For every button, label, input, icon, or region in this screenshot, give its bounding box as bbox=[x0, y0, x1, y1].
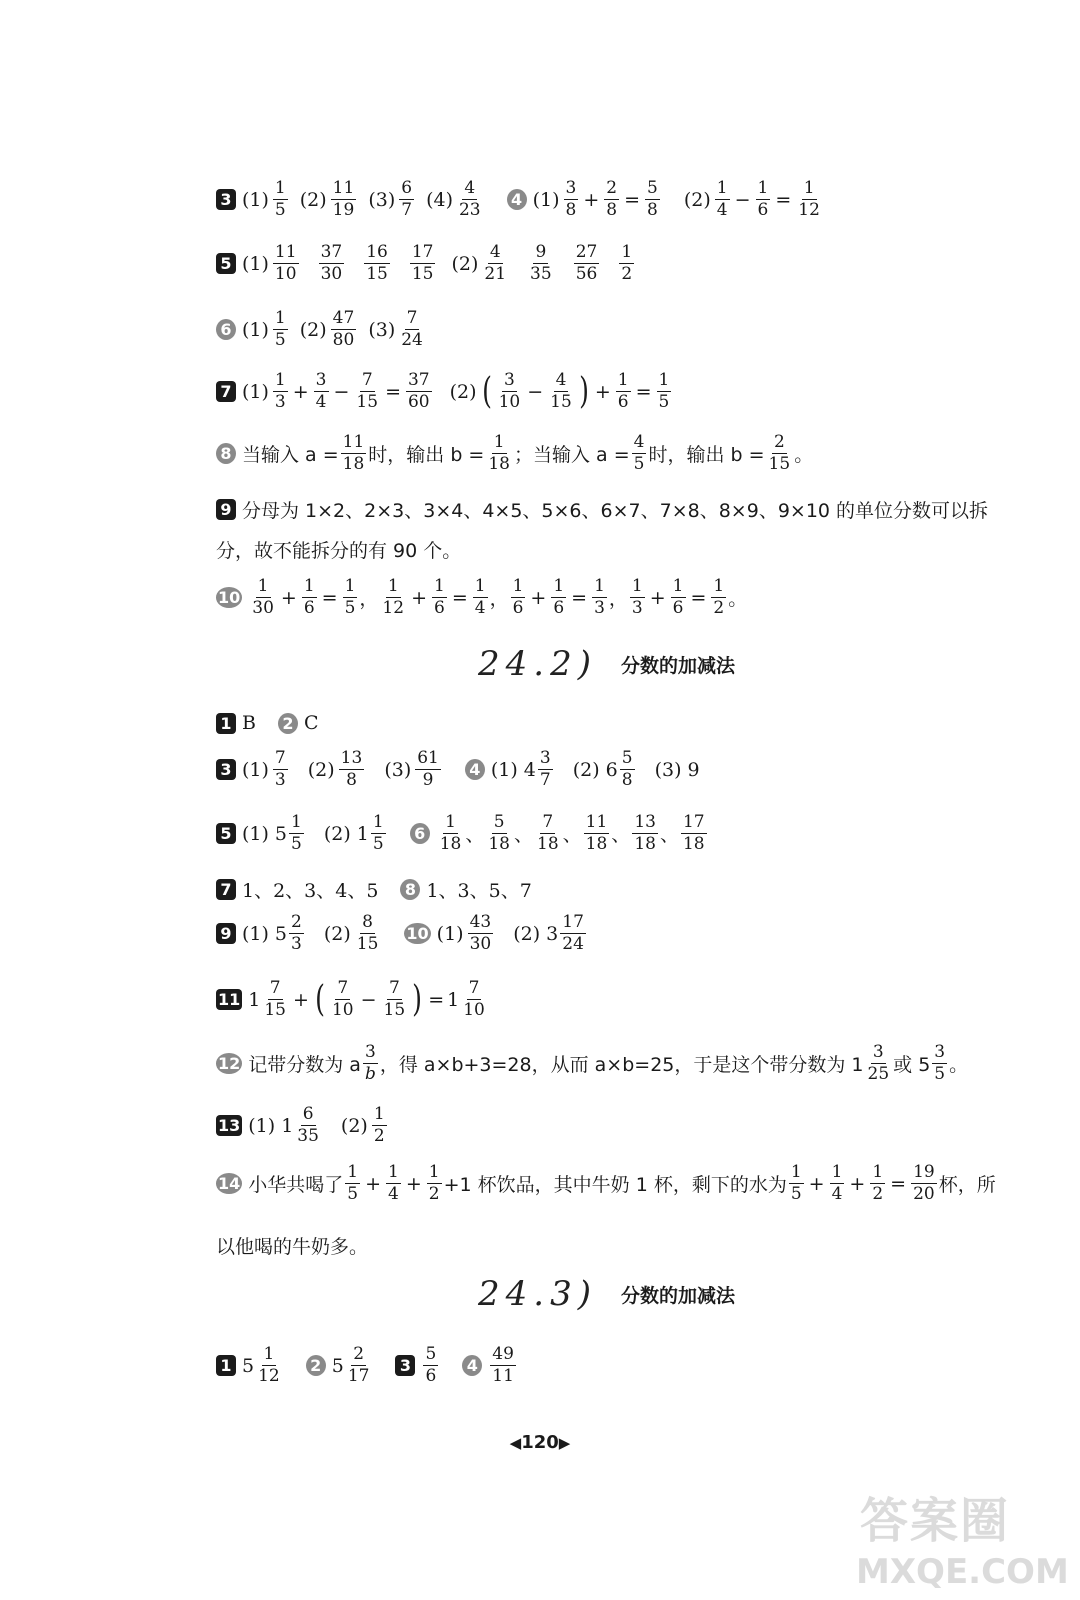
answer-text: ；当输入 a = bbox=[514, 444, 630, 466]
answer-text: 。 bbox=[794, 444, 814, 466]
minus-sign: − bbox=[527, 380, 544, 403]
fraction: $\frac{1}{5}$ bbox=[658, 370, 670, 412]
sub-label: (2) bbox=[323, 822, 351, 845]
right-paren: ) bbox=[578, 370, 589, 412]
answer-text: 1、3、5、7 bbox=[426, 880, 532, 902]
fraction: $\frac{7}{10}$ bbox=[331, 978, 354, 1020]
answer-text: C bbox=[303, 712, 319, 734]
fraction: $\frac{5}{8}$ bbox=[621, 748, 633, 790]
question-badge: 4 bbox=[462, 1355, 482, 1376]
fraction: $\frac{7}{24}$ bbox=[401, 308, 423, 350]
fraction: $\frac{5}{8}$ bbox=[647, 178, 658, 220]
fraction: $\frac{1}{6}$ bbox=[672, 576, 684, 618]
fraction: $\frac{1}{3}$ bbox=[594, 576, 605, 618]
question-badge: 9 bbox=[216, 499, 236, 520]
fraction: $\frac{1}{2}$ bbox=[428, 1162, 440, 1204]
sub-label: (1) bbox=[436, 922, 464, 945]
fraction: $\frac{37}{60}$ bbox=[407, 370, 430, 412]
fraction: $\frac{7}{3}$ bbox=[274, 748, 286, 790]
plus-sign: + bbox=[280, 586, 297, 609]
question-badge: 3 bbox=[395, 1355, 415, 1376]
sub-label: (1) bbox=[248, 1114, 276, 1137]
handwritten-section-number: 24.3) bbox=[478, 1274, 597, 1314]
answer-row-9 bbox=[216, 496, 1080, 523]
fraction: $\frac{2}{8}$ bbox=[606, 178, 618, 220]
sub-label: (2) bbox=[299, 318, 327, 341]
sub-label: (2) bbox=[299, 188, 327, 211]
fraction: $\frac{1}{6}$ bbox=[433, 576, 445, 618]
fraction: $\frac{11}{18}$ bbox=[342, 432, 365, 474]
sub-label: (2) bbox=[451, 252, 479, 275]
sub-label: (2) bbox=[513, 922, 541, 945]
fraction: $\frac{1}{18}$ bbox=[488, 432, 510, 474]
answer-text: 杯，所 bbox=[938, 1174, 996, 1196]
left-paren: ( bbox=[481, 370, 492, 412]
fraction: $\frac{1}{4}$ bbox=[831, 1162, 843, 1204]
answer-row-1-2 bbox=[216, 712, 1080, 734]
fraction: $\frac{2}{3}$ bbox=[291, 912, 302, 954]
answer-row-14-cont bbox=[216, 1232, 1080, 1259]
comma: ， bbox=[359, 588, 379, 610]
answer-row-7 bbox=[216, 372, 1080, 411]
fraction: $\frac{11}{18}$ bbox=[585, 812, 608, 854]
equals-sign: = bbox=[624, 188, 641, 211]
watermark-cn: 答案圈 bbox=[860, 1493, 1011, 1549]
fraction: $\frac{3}{5}$ bbox=[934, 1042, 946, 1084]
fraction: $\frac{1}{12}$ bbox=[798, 178, 820, 220]
plus-sign: + bbox=[365, 1172, 382, 1195]
fraction: $\frac{17}{18}$ bbox=[682, 812, 705, 854]
section-title: 分数的加减法 bbox=[620, 1284, 735, 1307]
question-badge: 6 bbox=[410, 823, 430, 844]
answer-text: B bbox=[242, 712, 256, 734]
fraction: $\frac{1}{3}$ bbox=[274, 370, 286, 412]
fraction: $\frac{1}{5}$ bbox=[291, 812, 302, 854]
question-badge: 6 bbox=[216, 319, 236, 340]
period: 。 bbox=[728, 588, 748, 610]
fraction: $\frac{1}{6}$ bbox=[617, 370, 629, 412]
answer-text: 记带分数为 a bbox=[248, 1054, 361, 1076]
answer-row-3-4 bbox=[216, 750, 1080, 789]
answer-text: 以他喝的牛奶多。 bbox=[216, 1236, 369, 1258]
answer-row-9-cont bbox=[216, 536, 1080, 563]
fraction: $\frac{7}{18}$ bbox=[537, 812, 559, 854]
whole-number: 5 bbox=[274, 822, 288, 845]
fraction: $\frac{2}{15}$ bbox=[768, 432, 791, 474]
separator: 、 bbox=[659, 824, 679, 846]
plus-sign: + bbox=[849, 1172, 866, 1195]
answer-row-13 bbox=[216, 1106, 1080, 1145]
fraction: $\frac{1}{6}$ bbox=[512, 576, 524, 618]
equals-sign: = bbox=[451, 586, 468, 609]
question-badge: 13 bbox=[218, 1116, 241, 1135]
fraction: $\frac{16}{15}$ bbox=[366, 242, 388, 284]
minus-sign: − bbox=[333, 380, 350, 403]
answer-value: 9 bbox=[687, 758, 700, 781]
question-badge: 14 bbox=[218, 1174, 241, 1193]
fraction: $\frac{1}{5}$ bbox=[274, 178, 286, 220]
section-heading bbox=[478, 1274, 1080, 1314]
fraction: $\frac{3}{4}$ bbox=[315, 370, 327, 412]
page-number-text: 120 bbox=[521, 1432, 559, 1453]
fraction: $\frac{6}{7}$ bbox=[401, 178, 413, 220]
fraction: $\frac{1}{4}$ bbox=[388, 1162, 399, 1204]
page-number bbox=[0, 1432, 1080, 1453]
equals-sign: = bbox=[635, 380, 652, 403]
equals-sign: = bbox=[385, 380, 401, 403]
fraction: $\frac{11}{10}$ bbox=[274, 242, 297, 284]
fraction: $\frac{27}{56}$ bbox=[575, 242, 598, 284]
fraction: $\frac{3}{25}$ bbox=[867, 1042, 890, 1084]
fraction: $\frac{47}{80}$ bbox=[332, 308, 355, 350]
question-badge: 7 bbox=[216, 879, 236, 900]
sub-label: (3) bbox=[384, 758, 412, 781]
sub-label: (4) bbox=[426, 188, 453, 211]
equals-sign: = bbox=[571, 586, 588, 609]
fraction: $\frac{1}{5}$ bbox=[347, 1162, 359, 1204]
plus-sign: + bbox=[411, 586, 427, 609]
fraction: $\frac{61}{9}$ bbox=[417, 748, 439, 790]
right-triangle-icon: ▶ bbox=[558, 1433, 571, 1452]
whole-number: 4 bbox=[523, 758, 536, 781]
whole-number: 1 bbox=[356, 822, 369, 845]
question-badge: 2 bbox=[306, 1355, 326, 1376]
fraction: $\frac{19}{20}$ bbox=[913, 1162, 935, 1204]
question-badge: 5 bbox=[216, 823, 236, 844]
answer-row-6 bbox=[216, 310, 1080, 349]
answer-row-7-8 bbox=[216, 876, 1080, 903]
handwritten-section-number: 24.2) bbox=[478, 644, 597, 684]
fraction: $\frac{7}{10}$ bbox=[463, 978, 485, 1020]
fraction: $\frac{11}{19}$ bbox=[332, 178, 355, 220]
plus-sign: + bbox=[292, 380, 309, 403]
answer-row-12 bbox=[216, 1044, 1080, 1083]
answer-row-3-4 bbox=[216, 180, 1080, 219]
plus-sign: + bbox=[649, 586, 666, 609]
fraction: $\frac{1}{5}$ bbox=[344, 576, 356, 618]
sub-label: (1) bbox=[242, 922, 269, 945]
watermark bbox=[850, 1482, 1070, 1592]
answer-text: 或 5 bbox=[893, 1054, 931, 1076]
equals-sign: = bbox=[775, 188, 792, 211]
answer-text: 小华共喝了 bbox=[248, 1174, 344, 1196]
question-badge: 3 bbox=[216, 759, 236, 780]
equals-sign: = bbox=[690, 586, 707, 609]
answer-text: +1 杯饮品，其中牛奶 1 杯，剩下的水为 bbox=[443, 1174, 787, 1196]
right-paren: ) bbox=[412, 978, 423, 1020]
answer-text: 时，输出 b = bbox=[648, 444, 765, 466]
sub-label: (2) bbox=[683, 188, 711, 211]
fraction: $\frac{4}{23}$ bbox=[458, 178, 481, 220]
separator: 、 bbox=[562, 824, 582, 846]
fraction: $\frac{17}{24}$ bbox=[562, 912, 584, 954]
answer-row-9-10 bbox=[216, 914, 1080, 953]
fraction: $\frac{1}{2}$ bbox=[373, 1104, 385, 1146]
comma: ， bbox=[608, 588, 628, 610]
answer-text: 。 bbox=[949, 1054, 969, 1076]
question-badge: 5 bbox=[216, 253, 236, 274]
comma: ， bbox=[489, 588, 509, 610]
fraction: $\frac{9}{35}$ bbox=[530, 242, 552, 284]
sub-label: (2) bbox=[307, 758, 335, 781]
answer-row-8 bbox=[216, 434, 1080, 473]
plus-sign: + bbox=[293, 988, 309, 1011]
fraction: $\frac{6}{35}$ bbox=[297, 1104, 319, 1146]
fraction: $\frac{1}{6}$ bbox=[553, 576, 565, 618]
answer-text: 分，故不能拆分的有 90 个。 bbox=[216, 540, 462, 562]
fraction: $\frac{1}{12}$ bbox=[382, 576, 405, 618]
fraction: $\frac{43}{30}$ bbox=[469, 912, 492, 954]
sub-label: (2) bbox=[449, 380, 477, 403]
separator: 、 bbox=[611, 824, 631, 846]
question-badge: 2 bbox=[278, 713, 298, 734]
sub-label: (1) bbox=[242, 758, 269, 781]
fraction: $\frac{1}{4}$ bbox=[716, 178, 728, 220]
question-badge: 3 bbox=[216, 189, 236, 210]
fraction: $\frac{1}{6}$ bbox=[303, 576, 315, 618]
section-heading bbox=[478, 644, 1080, 684]
equals-sign: = bbox=[890, 1172, 907, 1195]
fraction: $\frac{37}{30}$ bbox=[320, 242, 343, 284]
plus-sign: + bbox=[594, 380, 611, 403]
fraction: $\frac{1}{2}$ bbox=[872, 1162, 884, 1204]
fraction: $\frac{1}{6}$ bbox=[757, 178, 769, 220]
fraction: $\frac{49}{11}$ bbox=[492, 1344, 514, 1386]
fraction: $\frac{1}{5}$ bbox=[372, 812, 384, 854]
watermark-en: MXQE.COM bbox=[856, 1552, 1069, 1592]
question-badge: 1 bbox=[216, 1355, 236, 1376]
equals-sign: = bbox=[428, 988, 445, 1011]
fraction: $\frac{2}{17}$ bbox=[347, 1344, 370, 1386]
sub-label: (3) bbox=[368, 318, 396, 341]
answer-row-5-6 bbox=[216, 814, 1080, 853]
sub-label: (1) bbox=[242, 188, 269, 211]
whole-number: 1 bbox=[281, 1114, 294, 1137]
whole-number: 5 bbox=[274, 922, 288, 945]
fraction: $\frac{1}{4}$ bbox=[474, 576, 486, 618]
plus-sign: + bbox=[530, 586, 547, 609]
answer-text: 分母为 1×2、2×3、3×4、4×5、5×6、6×7、7×8、8×9、9×10 的单位分数可以拆 bbox=[242, 500, 989, 522]
fraction: $\frac{1}{3}$ bbox=[631, 576, 643, 618]
sub-label: (1) bbox=[242, 252, 269, 275]
answer-row-1-4 bbox=[216, 1346, 1080, 1385]
fraction: $\frac{17}{15}$ bbox=[411, 242, 434, 284]
sub-label: (1) bbox=[242, 822, 269, 845]
minus-sign: − bbox=[360, 988, 377, 1011]
fraction: $\frac{3}{10}$ bbox=[498, 370, 521, 412]
answer-text: 当输入 a = bbox=[242, 444, 339, 466]
fraction: $\frac{4}{5}$ bbox=[633, 432, 645, 474]
separator: 、 bbox=[465, 824, 485, 846]
fraction: $\frac{7}{15}$ bbox=[264, 978, 286, 1020]
fraction: $\frac{4}{21}$ bbox=[484, 242, 507, 284]
fraction: $\frac{1}{2}$ bbox=[621, 242, 633, 284]
fraction: $\frac{5}{6}$ bbox=[425, 1344, 437, 1386]
fraction: $\frac{8}{15}$ bbox=[356, 912, 379, 954]
fraction: $\frac{7}{15}$ bbox=[356, 370, 379, 412]
answer-row-5 bbox=[216, 244, 1080, 283]
sub-label: (3) bbox=[368, 188, 396, 211]
sub-label: (2) bbox=[572, 758, 600, 781]
left-triangle-icon: ◀ bbox=[509, 1433, 522, 1452]
answer-text: 时，输出 b = bbox=[368, 444, 485, 466]
fraction: $\frac{1}{2}$ bbox=[713, 576, 725, 618]
fraction: $\frac{1}{5}$ bbox=[790, 1162, 802, 1204]
whole-number: 1 bbox=[447, 988, 460, 1011]
question-badge: 12 bbox=[218, 1054, 241, 1073]
section-title: 分数的加减法 bbox=[620, 654, 735, 677]
whole-number: 6 bbox=[605, 758, 618, 781]
whole-number: 1 bbox=[248, 988, 261, 1011]
whole-number: 5 bbox=[331, 1354, 344, 1377]
sub-label: (3) bbox=[654, 758, 682, 781]
answer-row-11 bbox=[216, 980, 1080, 1019]
minus-sign: − bbox=[734, 188, 751, 211]
fraction: $\frac{1}{5}$ bbox=[274, 308, 286, 350]
plus-sign: + bbox=[583, 188, 600, 211]
answer-text: ，得 a×b+3=28，从而 a×b=25，于是这个带分数为 1 bbox=[379, 1054, 864, 1076]
question-badge: 1 bbox=[216, 713, 236, 734]
sub-label: (1) bbox=[532, 188, 560, 211]
question-badge: 4 bbox=[465, 759, 485, 780]
answer-text: 1、2、3、4、5 bbox=[242, 880, 379, 902]
sub-label: (2) bbox=[340, 1114, 368, 1137]
fraction: $\frac{1}{12}$ bbox=[258, 1344, 280, 1386]
sub-label: (1) bbox=[490, 758, 518, 781]
fraction: $\frac{3}{b}$ bbox=[364, 1042, 376, 1084]
question-badge: 9 bbox=[216, 923, 236, 944]
question-badge: 10 bbox=[218, 588, 241, 607]
question-badge: 10 bbox=[406, 924, 429, 943]
fraction: $\frac{7}{15}$ bbox=[383, 978, 406, 1020]
sub-label: (2) bbox=[323, 922, 351, 945]
question-badge: 8 bbox=[400, 879, 420, 900]
fraction: $\frac{1}{18}$ bbox=[439, 812, 462, 854]
plus-sign: + bbox=[405, 1172, 422, 1195]
answer-row-10 bbox=[216, 578, 1080, 617]
question-badge: 4 bbox=[507, 189, 527, 210]
plus-sign: + bbox=[808, 1172, 825, 1195]
equals-sign: = bbox=[321, 586, 338, 609]
fraction: $\frac{5}{18}$ bbox=[488, 812, 510, 854]
fraction: $\frac{3}{8}$ bbox=[565, 178, 577, 220]
question-badge: 11 bbox=[218, 990, 241, 1009]
question-badge: 8 bbox=[216, 443, 236, 464]
sub-label: (1) bbox=[242, 318, 269, 341]
left-paren: ( bbox=[315, 978, 325, 1020]
separator: 、 bbox=[513, 824, 533, 846]
question-badge: 7 bbox=[216, 381, 236, 402]
fraction: $\frac{4}{15}$ bbox=[550, 370, 572, 412]
fraction: $\frac{13}{8}$ bbox=[340, 748, 363, 790]
answer-row-14 bbox=[216, 1164, 1080, 1203]
fraction: $\frac{3}{7}$ bbox=[539, 748, 551, 790]
whole-number: 5 bbox=[242, 1354, 255, 1377]
fraction: $\frac{13}{18}$ bbox=[634, 812, 656, 854]
whole-number: 3 bbox=[546, 922, 559, 945]
sub-label: (1) bbox=[242, 380, 269, 403]
fraction: $\frac{1}{30}$ bbox=[252, 576, 274, 618]
